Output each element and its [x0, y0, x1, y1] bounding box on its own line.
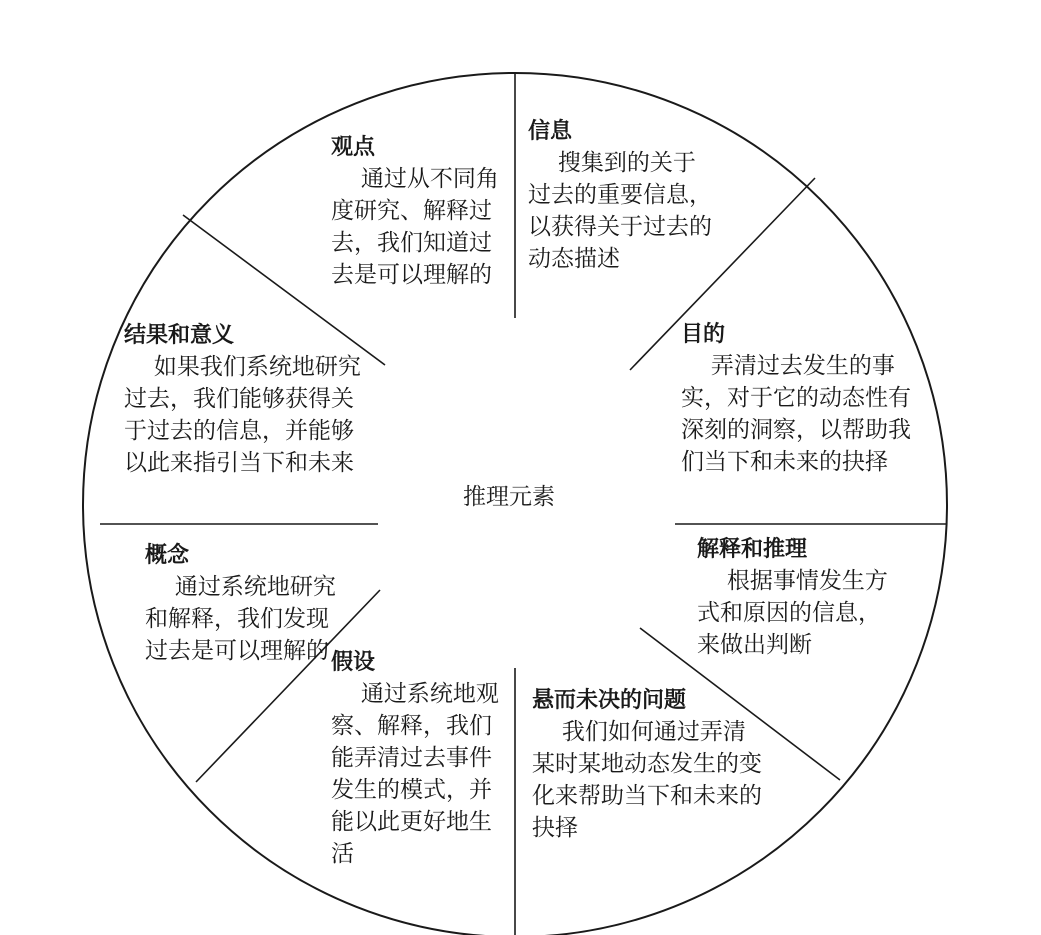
segment-consequences	[124, 321, 372, 479]
segment-interpretation	[697, 535, 897, 661]
segment-body: 我们如何通过弄清某时某地动态发生的变化来帮助当下和未来的抉择	[532, 719, 762, 841]
segment-title: 信息	[528, 119, 573, 144]
segment-body: 通过从不同角度研究、解释过去，我们知道过去是可以理解的	[331, 166, 499, 288]
segment-title: 悬而未决的问题	[532, 688, 687, 713]
segment-body: 如果我们系统地研究过去，我们能够获得关于过去的信息，并能够以此来指引当下和未来	[124, 354, 361, 476]
segment-title: 假设	[331, 650, 376, 675]
segment-title: 概念	[145, 543, 190, 568]
segment-body: 搜集到的关于过去的重要信息，以获得关于过去的动态描述	[528, 150, 712, 272]
segment-title: 解释和推理	[697, 537, 808, 562]
segment-title: 结果和意义	[124, 323, 235, 348]
segment-body: 通过系统地研究和解释，我们发现过去是可以理解的	[145, 574, 336, 664]
segment-information	[528, 117, 714, 275]
segment-body: 弄清过去发生的事实，对于它的动态性有深刻的洞察，以帮助我们当下和未来的抉择	[681, 353, 911, 475]
segment-open-question	[532, 686, 762, 844]
segment-body: 根据事情发生方式和原因的信息，来做出判断	[697, 568, 888, 658]
segment-title: 目的	[681, 322, 726, 347]
segment-purpose	[681, 320, 921, 478]
center-label: 推理元素	[463, 484, 555, 510]
segment-body: 通过系统地观察、解释，我们能弄清过去事件发生的模式，并能以此更好地生活	[331, 681, 499, 867]
segment-hypothesis	[331, 648, 511, 870]
segment-concept	[145, 541, 345, 667]
segment-title: 观点	[331, 135, 376, 160]
segment-viewpoint	[331, 133, 507, 291]
